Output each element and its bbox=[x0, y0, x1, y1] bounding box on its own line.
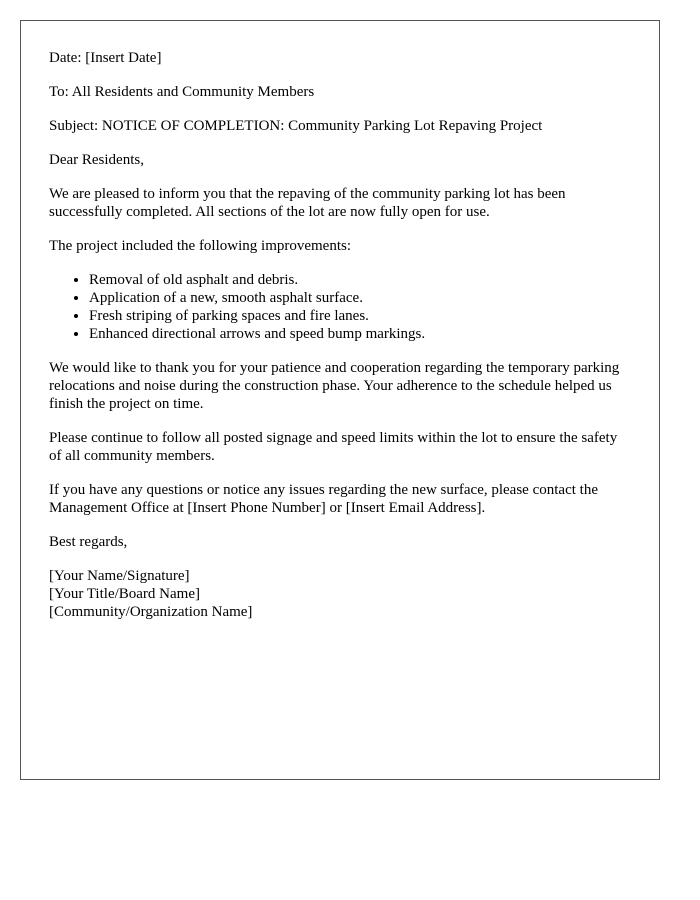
signature-title: [Your Title/Board Name] bbox=[49, 586, 200, 602]
list-item: • Enhanced directional arrows and speed bump markings. bbox=[89, 325, 629, 343]
closing: Best regards, bbox=[49, 534, 128, 550]
list-item: • Fresh striping of parking spaces and fire lanes. bbox=[89, 307, 629, 325]
body-paragraph-safety: Please continue to follow all posted signage and speed limits within the lot to ensure the safety of all community members. bbox=[49, 430, 618, 464]
list-item: • Application of a new, smooth asphalt surface. bbox=[89, 289, 629, 307]
signature-name: [Your Name/Signature] bbox=[49, 568, 190, 584]
body-paragraph-thanks: We would like to thank you for your patience and cooperation regarding the temporary parking relocations and noise during the construction phase. Your adherence to the schedule helped us finish the project on time. bbox=[49, 360, 620, 412]
salutation: Dear Residents, bbox=[49, 152, 144, 168]
letter-page bbox=[20, 20, 660, 780]
subject-line: Subject: NOTICE OF COMPLETION: Community Parking Lot Repaving Project bbox=[49, 118, 543, 134]
body-paragraph-contact: If you have any questions or notice any issues regarding the new surface, please contact the Management Office at [Insert Phone Number] or [Insert Email Address]. bbox=[49, 482, 598, 516]
body-paragraph-completion: We are pleased to inform you that the repaving of the community parking lot has been successfully completed. All sections of the lot are now fully open for use. bbox=[49, 186, 566, 220]
improvements-intro: The project included the following improvements: bbox=[49, 238, 352, 254]
letter-content bbox=[49, 49, 629, 637]
signature-block bbox=[49, 567, 629, 621]
improvements-list bbox=[49, 271, 629, 343]
list-item: • Removal of old asphalt and debris. bbox=[89, 271, 629, 289]
signature-organization: [Community/Organization Name] bbox=[49, 604, 253, 620]
date-line: Date: [Insert Date] bbox=[49, 50, 162, 66]
recipient-line: To: All Residents and Community Members bbox=[49, 84, 315, 100]
